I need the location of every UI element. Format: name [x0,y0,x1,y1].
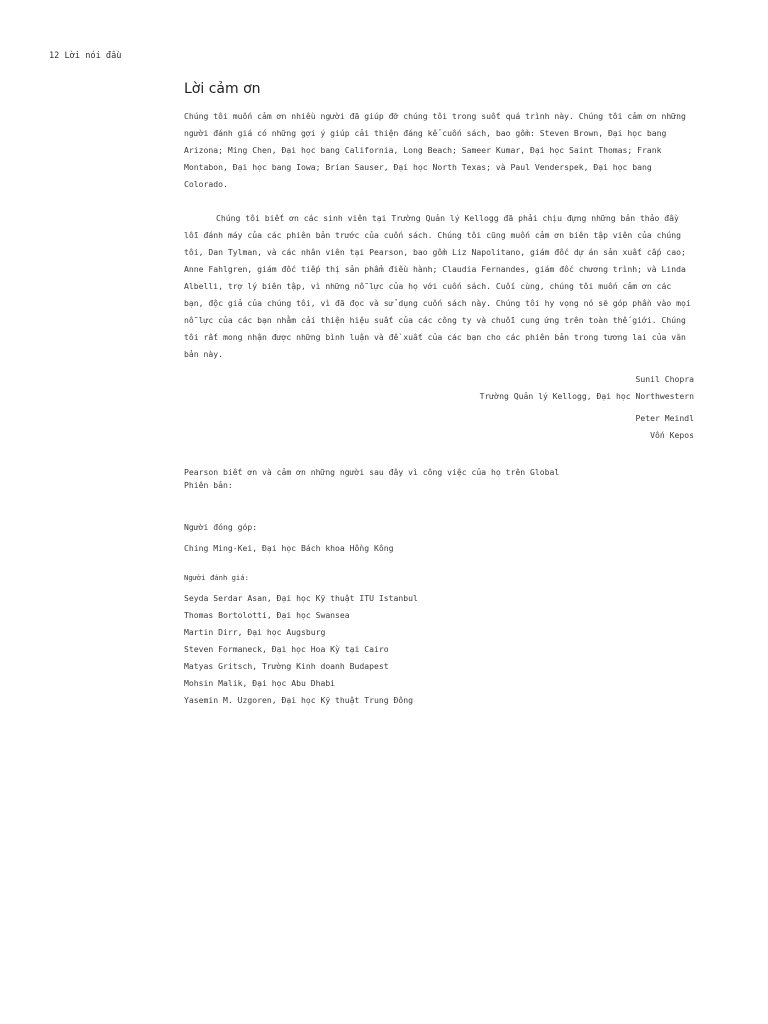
section-title: Lời cảm ơn [184,81,261,97]
paragraph-students-thanks: Chúng tôi biết ơn các sinh viên tại Trường Quản lý Kellogg đã phải chịu đựng những bản thảo đầy lỗi đánh máy của các phiên bản trước của cuốn sách. Chúng tôi cũng muốn cảm ơn biên tập viên của chúng tôi, Dan Tylman, và các nhân viên tại Pearson, bao gồm Liz Napolitano, giám đốc dự án sản xuất cấp cao; Anne Fahlgren, giám đốc tiếp thị sản phẩm điều hành; Claudia Fernandes, giám đốc chương trình; và Linda Albelli, trợ lý biên tập, vì những nỗ lực của họ với cuốn sách. Cuối cùng, chúng tôi muốn cảm ơn các bạn, độc giả của chúng tôi, vì đã đọc và sử dụng cuốn sách này. Chúng tôi hy vọng nó sẽ góp phần vào mọi nỗ lực của các bạn nhằm cải thiện hiệu suất của các công ty và chuỗi cung ứng trên toàn thế giới. Chúng tôi rất mong nhận được những bình luận và đề xuất của các bạn cho các phiên bản trong tương lai của văn bản này. [184,213,691,359]
signature-name: Peter Meindl [635,413,694,423]
reviewers-label: Người đánh giá: [184,573,249,582]
global-ack-line: Phiên bản: [184,480,233,490]
signature-affiliation: Trường Quản lý Kellogg, Đại học Northwestern [479,391,694,401]
global-ack-line: Pearson biết ơn và cảm ơn những người sau đây vì công việc của họ trên Global [184,467,560,477]
contributors-label: Người đóng góp: [184,522,258,532]
acknowledgments-section [184,80,694,709]
running-header: 12 Lời nói đầu [49,51,122,61]
list-item: Yasemin M. Uzgoren, Đại học Kỹ thuật Trung Đông [184,695,414,705]
signature-affiliation: Vốn Kepos [650,430,694,440]
contributor-name: Ching Ming-Kei, Đại học Bách khoa Hồng Kông [184,543,394,553]
reviewer-list [184,590,694,709]
signature-name: Sunil Chopra [635,374,694,384]
list-item: Seyda Serdar Asan, Đại học Kỹ thuật ITU Istanbul [184,593,418,603]
signature-block [184,371,694,444]
list-item: Martin Dirr, Đại học Augsburg [184,627,326,637]
list-item: Matyas Gritsch, Trường Kinh doanh Budapest [184,661,389,671]
paragraph-reviewers-thanks: Chúng tôi muốn cảm ơn nhiều người đã giúp đỡ chúng tôi trong suốt quá trình này. Chúng tôi cảm ơn những người đánh giá có những gợi ý giúp cải thiện đáng kể cuốn sách, bao gồm: Steven Brown, Đại học bang Arizona; Ming Chen, Đại học bang California, Long Beach; Sameer Kumar, Đại học Saint Thomas; Frank Montabon, Đại học bang Iowa; Brian Sauser, Đại học North Texas; và Paul Venderspek, Đại học bang Colorado. [184,111,686,189]
list-item: Mohsin Malik, Đại học Abu Dhabi [184,678,336,688]
global-edition-ack [184,466,694,492]
list-item: Thomas Bortolotti, Đại học Swansea [184,610,350,620]
list-item: Steven Formaneck, Đại học Hoa Kỳ tại Cairo [184,644,389,654]
